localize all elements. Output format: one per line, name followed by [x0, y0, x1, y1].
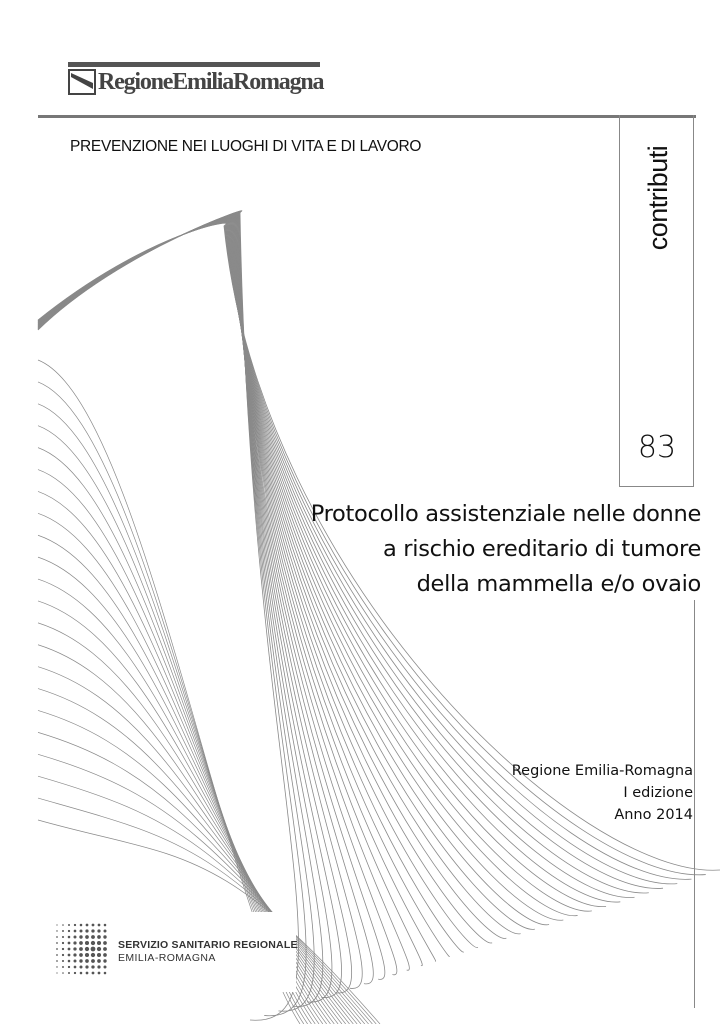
title-line: Protocollo assistenziale nelle donne: [310, 501, 701, 527]
top-rule: [38, 115, 696, 118]
publication-info: [443, 760, 693, 826]
year: Anno 2014: [614, 807, 693, 823]
ssr-logo: [38, 912, 296, 992]
document-title: [241, 497, 701, 602]
logo-text: RegioneEmiliaRomagna: [98, 69, 324, 95]
logo-stripe: [68, 62, 320, 67]
issue-number: 83: [637, 430, 677, 465]
right-rule: [694, 600, 695, 1008]
edition: I edizione: [623, 785, 693, 801]
dots-grid-icon: [54, 922, 110, 978]
region-map-icon: [68, 69, 96, 95]
title-line: della mammella e/o ovaio: [416, 571, 701, 597]
ssr-region: EMILIA-ROMAGNA: [118, 952, 216, 964]
ssr-name: SERVIZIO SANITARIO REGIONALE: [118, 939, 298, 951]
series-title: PREVENZIONE NEI LUOGHI DI VITA E DI LAVORO: [70, 138, 422, 155]
collection-label: contributi: [643, 145, 673, 251]
publisher-name: Regione Emilia-Romagna: [511, 763, 693, 779]
title-line: a rischio ereditario di tumore: [382, 536, 701, 562]
regione-logo: [68, 62, 324, 98]
